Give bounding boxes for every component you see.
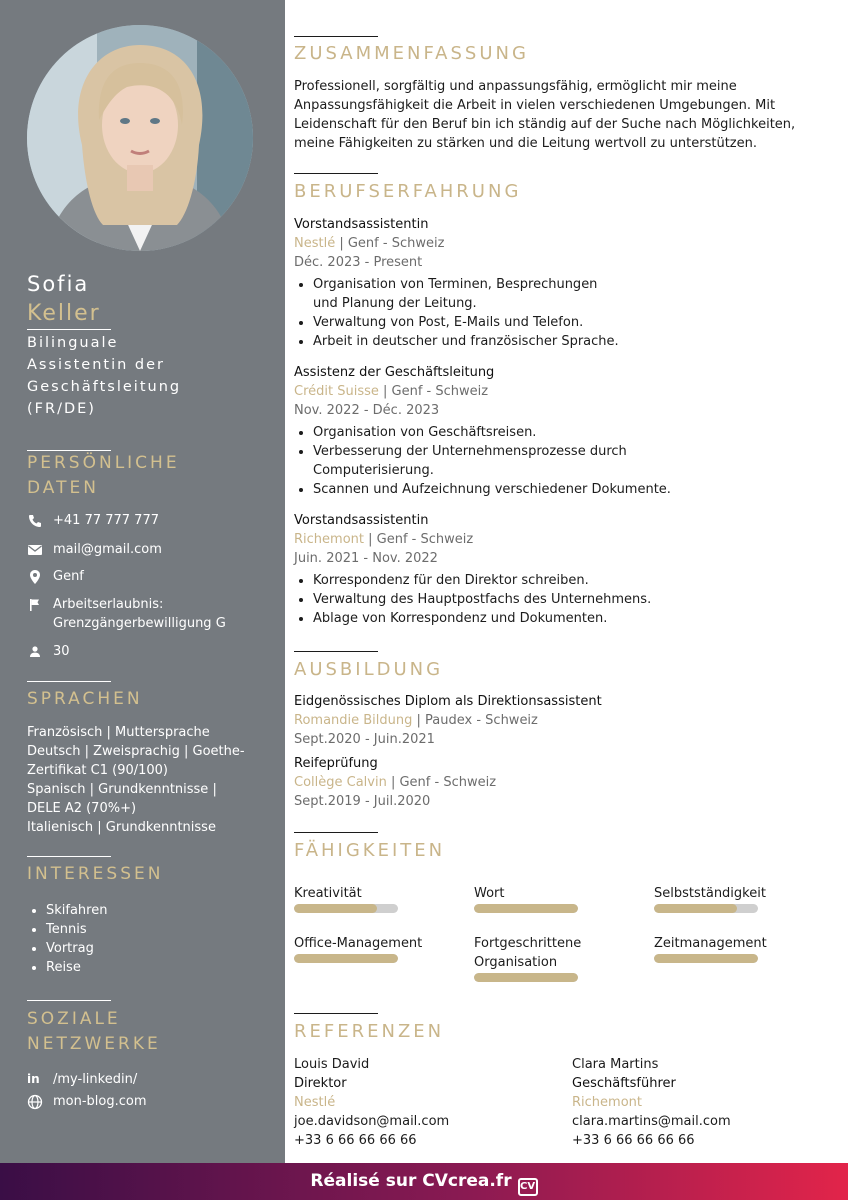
job-title-line: Bilinguale [27, 335, 119, 351]
job-title [27, 332, 217, 420]
age: 30 [53, 644, 70, 659]
skill-name: Kreativität [294, 886, 362, 901]
job-entry [294, 363, 814, 499]
social-heading-line: NETZWERKE [27, 1034, 161, 1054]
social-divider [27, 1000, 111, 1001]
job-position: Assistenz der Geschäftsleitung [294, 365, 495, 380]
skill-bar [294, 904, 398, 913]
mail-icon [27, 542, 43, 558]
skill-bar-fill [294, 904, 377, 913]
work-permit-line: Arbeitserlaubnis: [53, 597, 164, 612]
interests-divider [27, 856, 111, 857]
skill-bar-fill [474, 904, 578, 913]
job-bullet: • Ablage von Korrespondenz und Dokumenten. [313, 609, 814, 628]
job-position: Vorstandsassistentin [294, 217, 429, 232]
job-company: Nestlé [294, 236, 336, 251]
language-line: Italienisch | Grundkenntnisse [27, 820, 216, 835]
skill-bar-fill [654, 904, 737, 913]
interests-list [46, 901, 107, 977]
job-entry [294, 215, 814, 351]
job-title-line: (FR/DE) [27, 401, 96, 417]
skill-bar [294, 954, 398, 963]
education-heading: AUSBILDUNG [294, 659, 444, 680]
reference-role: Direktor [294, 1076, 347, 1091]
summary-divider [294, 36, 378, 37]
skill-name: Fortgeschrittene Organisation [474, 936, 582, 970]
job-dates: Juin. 2021 - Nov. 2022 [294, 551, 438, 566]
job-company: Richemont [294, 532, 364, 547]
phone-icon [27, 513, 43, 529]
summary-text [294, 77, 804, 153]
interests-heading: INTERESSEN [27, 864, 164, 884]
language-line: Spanisch | Grundkenntnisse | [27, 782, 217, 797]
job-location: | Genf - Schweiz [378, 384, 489, 399]
last-name: Keller [27, 301, 101, 326]
reference-entry [572, 1055, 731, 1150]
reference-phone: +33 6 66 66 66 66 [294, 1133, 417, 1148]
location-pin-icon [27, 569, 43, 585]
work-permit-line: Grenzgängerbewilligung G [53, 616, 226, 631]
skill-bar [654, 904, 758, 913]
school-name: Collège Calvin [294, 775, 387, 790]
interest-item: • Skifahren [46, 901, 107, 920]
social-heading [27, 1007, 161, 1057]
language-line: Zertifikat C1 (90/100) [27, 763, 169, 778]
skill-name: Zeitmanagement [654, 936, 767, 951]
globe-icon [27, 1094, 43, 1110]
reference-company: Richemont [572, 1095, 642, 1110]
personal-heading-line: PERSÖNLICHE [27, 453, 180, 473]
skill-bar [474, 973, 578, 982]
language-line: DELE A2 (70%+) [27, 801, 137, 816]
reference-name: Louis David [294, 1057, 370, 1072]
job-bullet: • Verwaltung von Post, E-Mails und Telefon. [313, 313, 814, 332]
reference-email[interactable]: clara.martins@mail.com [572, 1114, 731, 1129]
reference-company: Nestlé [294, 1095, 336, 1110]
summary-line: meine Fähigkeiten zu stärken und die Leitung wertvoll zu unterstützen. [294, 136, 757, 151]
reference-email[interactable]: joe.davidson@mail.com [294, 1114, 450, 1129]
job-bullets [313, 275, 814, 351]
skill-bar-fill [654, 954, 758, 963]
phone-number: +41 77 777 777 [53, 513, 159, 528]
education-dates: Sept.2019 - Juil.2020 [294, 794, 431, 809]
summary-line: Anpassungsfähigkeit die Arbeit in vielen verschiedenen Umgebungen. Mit [294, 98, 776, 113]
skill-bar-fill [474, 973, 578, 982]
job-bullet: • Verbesserung der Unternehmensprozesse durch Computerisierung. [313, 442, 814, 480]
experience-heading: BERUFSERFAHRUNG [294, 181, 522, 202]
linkedin-link[interactable]: /my-linkedin/ [53, 1072, 138, 1087]
references-divider [294, 1013, 378, 1014]
school-location: | Paudex - Schweiz [412, 713, 538, 728]
skills-heading: FÄHIGKEITEN [294, 840, 446, 861]
languages-divider [27, 681, 111, 682]
language-line: Deutsch | Zweisprachig | Goethe- [27, 744, 245, 759]
personal-heading-line: DATEN [27, 478, 99, 498]
job-dates: Déc. 2023 - Present [294, 255, 423, 270]
job-position: Vorstandsassistentin [294, 513, 429, 528]
languages-heading: SPRACHEN [27, 689, 143, 709]
language-line: Französisch | Muttersprache [27, 725, 210, 740]
degree-title: Reifeprüfung [294, 756, 378, 771]
education-entry [294, 754, 814, 811]
reference-entry [294, 1055, 449, 1150]
blog-link[interactable]: mon-blog.com [53, 1094, 147, 1109]
reference-name: Clara Martins [572, 1057, 659, 1072]
email-address: mail@gmail.com [53, 542, 162, 557]
profile-photo [27, 25, 253, 251]
school-location: | Genf - Schweiz [386, 775, 497, 790]
job-bullets [313, 423, 814, 499]
references-heading: REFERENZEN [294, 1021, 445, 1042]
skill-bar [654, 954, 758, 963]
skill-name: Selbstständigkeit [654, 886, 766, 901]
summary-heading: ZUSAMMENFASSUNG [294, 43, 529, 64]
interest-item: • Vortrag [46, 939, 107, 958]
job-title-line: Geschäftsleitung [27, 379, 182, 395]
languages-list [27, 723, 252, 837]
linkedin-icon: in [27, 1072, 40, 1086]
sidebar [0, 0, 285, 1163]
reference-role: Geschäftsführer [572, 1076, 676, 1091]
first-name: Sofia [27, 272, 90, 296]
interest-item: • Tennis [46, 920, 107, 939]
job-bullet: • Organisation von Geschäftsreisen. [313, 423, 814, 442]
education-divider [294, 651, 378, 652]
degree-title: Eidgenössisches Diplom als Direktionsassistent [294, 694, 602, 709]
person-icon [27, 644, 43, 660]
job-company: Crédit Suisse [294, 384, 379, 399]
cv-logo-icon: CV [518, 1178, 538, 1196]
flag-icon [27, 597, 43, 613]
reference-phone: +33 6 66 66 66 66 [572, 1133, 695, 1148]
education-entry [294, 692, 814, 749]
job-dates: Nov. 2022 - Déc. 2023 [294, 403, 440, 418]
job-bullet: • Organisation von Terminen, Besprechungen und Planung der Leitung. [313, 275, 814, 313]
job-location: | Genf - Schweiz [335, 236, 445, 251]
job-location: | Genf - Schweiz [363, 532, 474, 547]
skill-bar [474, 904, 578, 913]
skill-bar-fill [294, 954, 398, 963]
skill-name: Office-Management [294, 936, 423, 951]
city: Genf [53, 569, 84, 584]
footer-banner[interactable] [0, 1163, 848, 1200]
summary-line: Professionell, sorgfältig und anpassungsfähig, ermöglicht mir meine [294, 79, 737, 94]
school-name: Romandie Bildung [294, 713, 413, 728]
social-heading-line: SOZIALE [27, 1009, 121, 1029]
education-dates: Sept.2020 - Juin.2021 [294, 732, 435, 747]
job-bullets [313, 571, 814, 628]
footer-text[interactable] [0, 1171, 848, 1196]
job-bullet: • Korrespondenz für den Direktor schreiben. [313, 571, 814, 590]
interest-item: • Reise [46, 958, 107, 977]
job-title-line: Assistentin der [27, 357, 166, 373]
job-bullet: • Arbeit in deutscher und französischer Sprache. [313, 332, 814, 351]
work-permit [53, 595, 226, 633]
summary-line: Leidenschaft für den Beruf bin ich ständig auf der Suche nach Möglichkeiten, [294, 117, 796, 132]
name-divider [27, 329, 111, 330]
skill-name: Wort [474, 886, 505, 901]
job-bullet: • Scannen und Aufzeichnung verschiedener Dokumente. [313, 480, 814, 499]
job-bullet: • Verwaltung des Hauptpostfachs des Unternehmens. [313, 590, 814, 609]
personal-heading [27, 451, 180, 501]
experience-divider [294, 173, 378, 174]
skills-divider [294, 832, 378, 833]
job-entry [294, 511, 814, 628]
footer-label[interactable]: Réalisé sur CVcrea.fr [310, 1171, 512, 1191]
